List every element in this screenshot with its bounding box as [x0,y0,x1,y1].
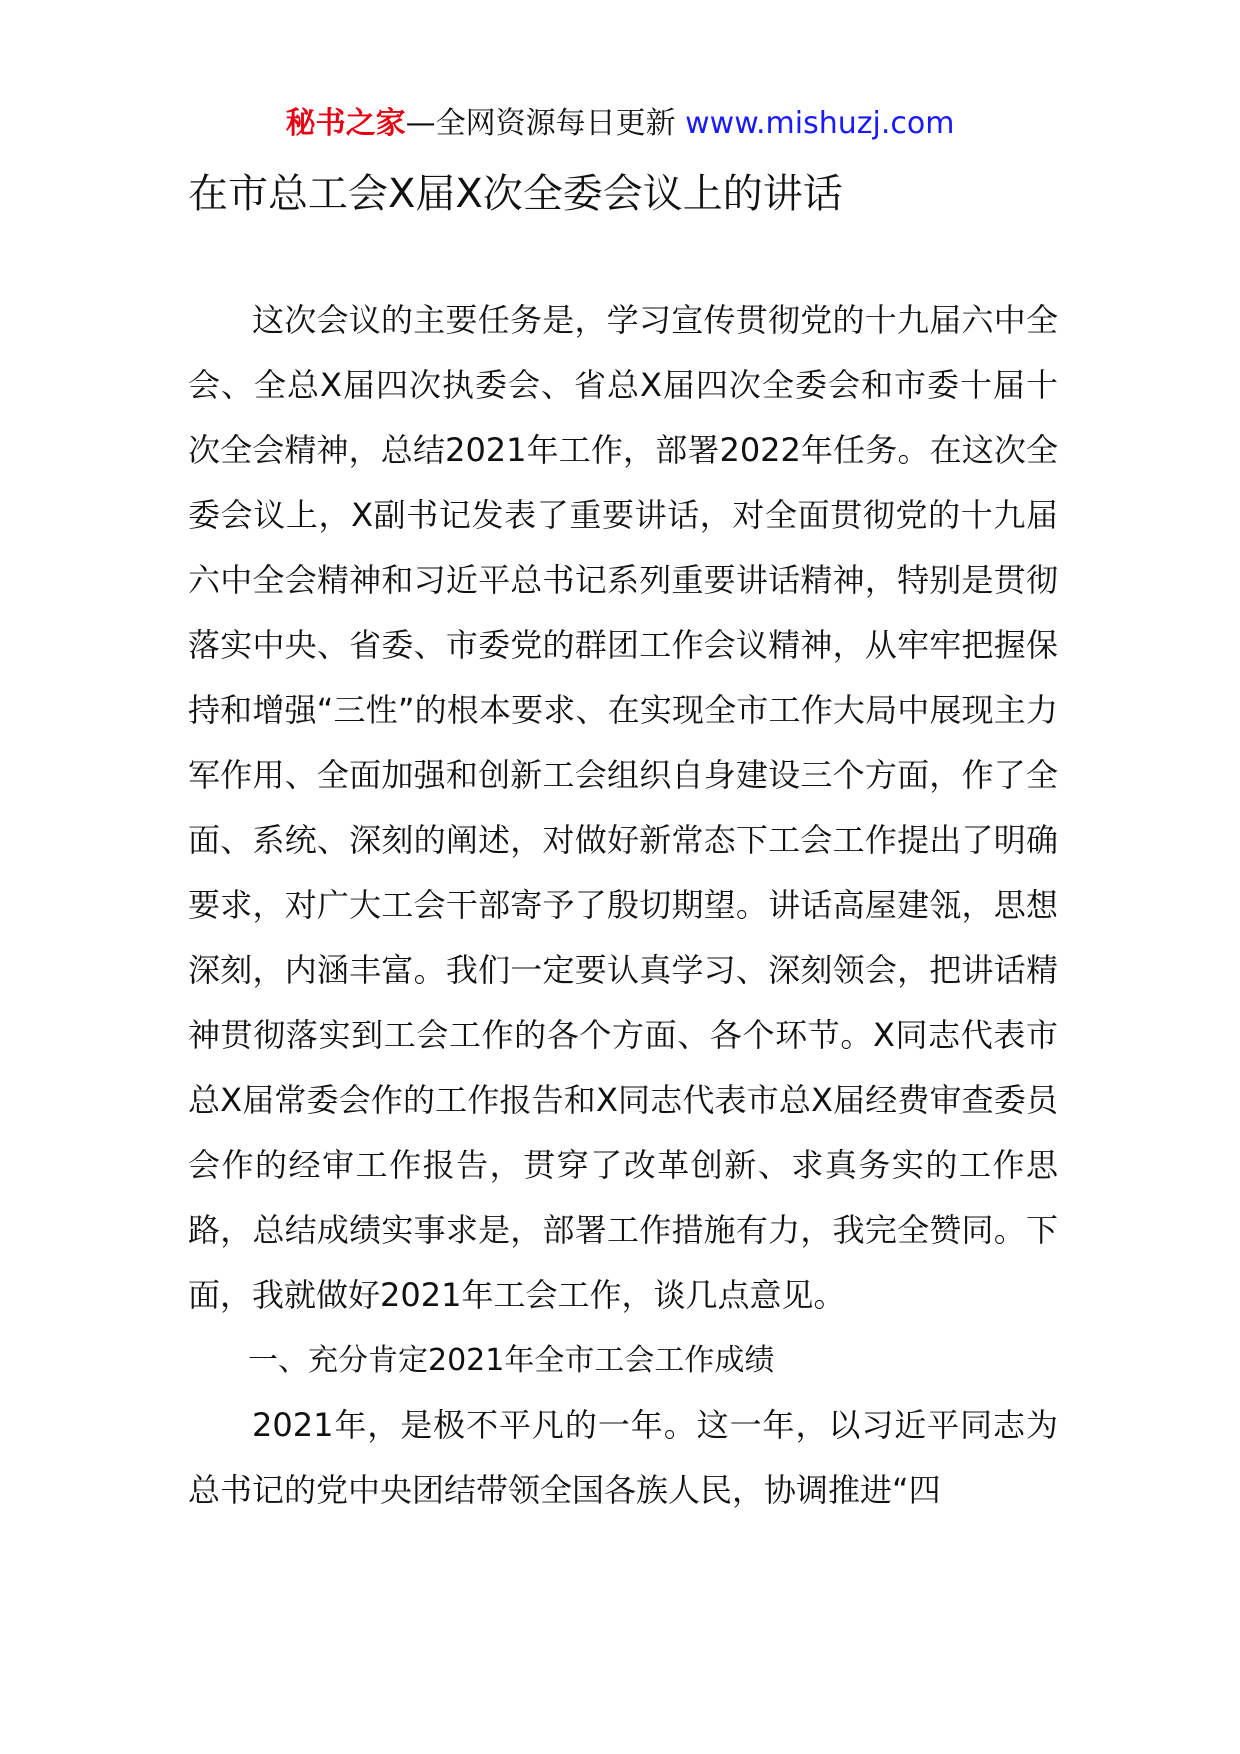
site-header [0,100,1240,148]
site-brand: 秘书之家 [285,106,406,141]
body-paragraph: 2021年，是极不平凡的一年。这一年，以习近平同志为总书记的党中央团结带领全国各族人民，协调推进“四 [188,1406,1058,1509]
body-paragraph: 这次会议的主要任务是，学习宣传贯彻党的十九届六中全会、全总Ⅹ届四次执委会、省总Ⅹ届四次全委会和市委十届十次全会精神，总结2021年工作，部署2022年任务。在这次全委会议上，X副书记发表了重要讲话，对全面贯彻党的十九届六中全会精神和习近平总书记系列重要讲话精神，特别是贯彻落实中央、省委、市委党的群团工作会议精神，从牢牢把握保持和增强“三性”的根本要求、在实现全市工作大局中展现主力军作用、全面加强和创新工会组织自身建设三个方面，作了全面、系统、深刻的阐述，对做好新常态下工会工作提出了明确要求，对广大工会干部寄予了殷切期望。讲话高屋建瓴，思想深刻，内涵丰富。我们一定要认真学习、深刻领会，把讲话精神贯彻落实到工会工作的各个方面、各个环节。X同志代表市总Ⅹ届常委会作的工作报告和X同志代表市总Ⅹ届经费审查委员会作的经审工作报告，贯穿了改革创新、求真务实的工作思路，总结成绩实事求是，部署工作措施有力，我完全赞同。下面，我就做好2021年工会工作，谈几点意见。 [188,301,1058,1314]
section-heading: 一、充分肯定2021年全市工会工作成绩 [248,1343,775,1378]
site-url-link[interactable]: www.mishuzj.com [685,106,955,141]
site-tagline: —全网资源每日更新 [405,106,676,141]
document-body [188,288,1058,1523]
document-title: 在市总工会Ⅹ届Ⅹ次全委会议上的讲话 [188,171,843,217]
